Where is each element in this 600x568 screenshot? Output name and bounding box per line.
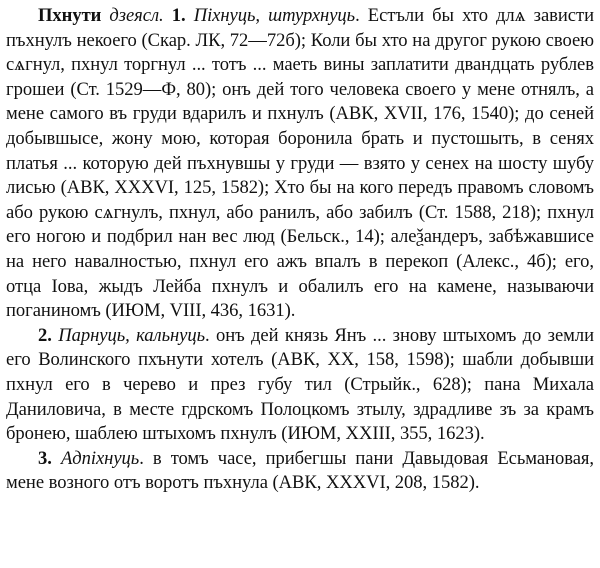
sense-2-paragraph bbox=[6, 324, 594, 447]
sense-gloss: Піхнуць, штурхнуць bbox=[193, 5, 356, 26]
sense-1-paragraph bbox=[6, 4, 594, 324]
headword: Пхнути bbox=[38, 5, 102, 26]
sense-text: . онъ дей князь Янъ ... знову штыхомъ до земли его Волинского пхънути хотелъ (АВК, XX, 158, 1598); шабли добывши пхнул его в черево и през губу тил (Стрыйк., 628); пана Михала Даниловича, в месте гдрскомъ Полоцкомъ зтылу, здрадливе зъ за крамъ бронею, шаблею штыхомъ пхнулъ (ИЮМ, XXIII, 355, 1623). bbox=[6, 324, 594, 445]
sense-number: 3. bbox=[38, 447, 52, 469]
sense-gloss: Адпіхнуць bbox=[60, 447, 140, 469]
sense-number: 2. bbox=[38, 324, 52, 346]
sense-gloss: Парнуць, кальнуць bbox=[58, 324, 206, 346]
sense-3-paragraph bbox=[6, 447, 594, 496]
part-of-speech: дзеясл. bbox=[109, 5, 164, 26]
sense-text: . Естъли бы хто длѧ зависти пъхнулъ некоего (Скар. ЛК, 72—72б); Коли бы хто на другог рукою своею сѧгнул, пхнул торгнул ... тотъ ... маеть вины заплатити двандцать рублев грошеи (Ст. 1529—Ф, 80); онъ дей того человека своего у мене отнялъ, а мене самого въ груди вдарилъ и пхнулъ (АВК, XVII, 176, 1540); до сеней добывшысе, жону мою, которая боронила брать и пустошыть, в сенях платья ... которую дей пъхнувшы у груди — взято у сенех на шосту шубу лисью (АВК, XXXVI, 125, 1582); Хто бы на кого передъ правомъ словомъ або рукою сѧгнулъ, пхнул, або ранилъ, або забилъ (Ст. 1588, 218); пхнул его ногою и подбрил нан вес люд (Бельск., 14); алеѯандеръ, забѣжавшисе на него навалностью, пхнул его ажъ впалъ в перекоп (Алекс., 4б); его, отца Іова, жыдъ Лейба пхнулъ и обалилъ его на камене, называючи поганиномъ (ИЮМ, VIII, 436, 1631). bbox=[6, 5, 594, 322]
sense-number: 1. bbox=[171, 5, 186, 26]
sense-text: . в томъ часе, прибегшы пани Давыдовая Есьмановая, мене возного отъ воротъ пъхнула (АВК, XXXVI, 208, 1582). bbox=[6, 447, 594, 494]
